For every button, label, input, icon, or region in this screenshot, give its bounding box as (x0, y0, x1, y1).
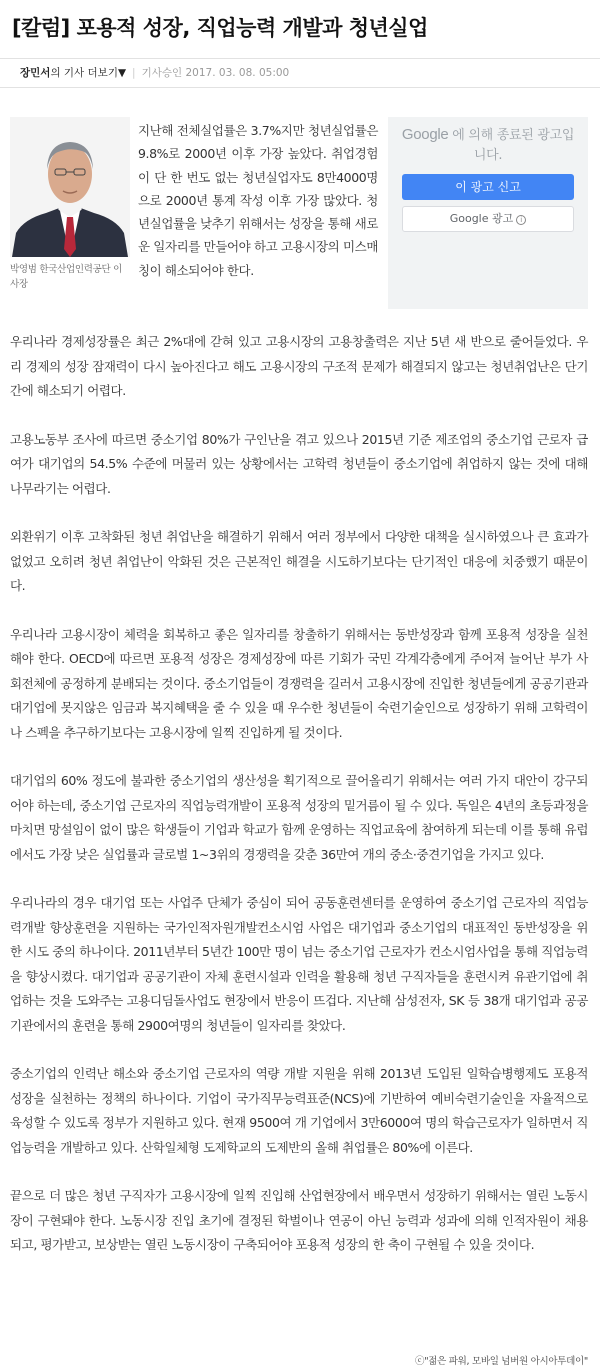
author-more-articles-link[interactable]: 의 기사 더보기▼ (50, 67, 127, 79)
ad-closed-text: 에 의해 종료된 광고입니다. (448, 128, 575, 163)
article-lead-paragraph: 지난해 전체실업률은 3.7%지만 청년실업률은 9.8%로 2000년 이후 가장 높았다. 취업경험이 단 한 번도 없는 청년실업자도 8만4000명으로 2000년 통계 작성 이후 가장 많았다. 청년실업률을 낮추기 위해서는 성장을 통해 새로운 일자리를 만들어야 하고 고용시장의 미스매칭이 해소되어야 한다. (138, 123, 378, 278)
byline-divider: | (132, 67, 136, 79)
google-ads-label: Google 광고 (449, 212, 514, 225)
byline (0, 58, 600, 88)
publish-date: 기사승인 2017. 03. 08. 05:00 (141, 67, 290, 79)
columnist-photo-block (10, 117, 130, 292)
article-paragraph: 우리나라 고용시장이 체력을 회복하고 좋은 일자리를 창출하기 위해서는 동반성장과 함께 포용적 성장을 실천해야 한다. OECD에 따르면 포용적 성장은 경제성장에 따른 기회가 국민 각계각층에게 주어져 늘어난 부가 사회전체에 공정하게 분배되는 것이다. 중소기업들이 경쟁력을 길러서 고용시장에 진입한 청년들에게 공공기관과 대기업에 못지않은 임금과 복지혜택을 줄 수 있을 때 우수한 청년들이 숙련기술인으로 성장하기 위해 고학력이나 스펙을 추구하기보다는 고용시장에 일찍 진입하게 될 것이다. (10, 626, 588, 740)
report-ad-button[interactable]: 이 광고 신고 (402, 174, 574, 200)
article-paragraph: 우리나라의 경우 대기업 또는 사업주 단체가 중심이 되어 공동훈련센터를 운영하여 중소기업 근로자의 직업능력개발 향상훈련을 지원하는 국가인적자원개발컨소시엄 사업은 대기업과 중소기업의 대표적인 동반성장을 위한 시도 중의 하나이다. 2011년부터 5년간 100만 명이 넘는 중소기업 근로자가 컨소시엄사업을 통해 직업능력을 향상시켰다. 대기업과 공공기관이 자체 훈련시설과 인력을 활용해 청년 구직자들을 훈련시켜 유관기업에 취업하는 것을 도와주는 고용디딤돌사업도 현장에서 반응이 뜨겁다. 지난해 삼성전자, SK 등 38개 대기업과 공공기관에서의 훈련을 통해 2900여명의 청년들이 일자리를 찾았다. (10, 895, 588, 1033)
photo-caption: 박영범 한국산업인력공단 이사장 (10, 264, 122, 290)
article-headline: [칼럼] 포용적 성장, 직업능력 개발과 청년실업 (12, 16, 428, 40)
ad-closed-panel (388, 117, 588, 309)
columnist-photo (10, 117, 130, 257)
article-body (10, 330, 588, 1282)
article-paragraph: 끝으로 더 많은 청년 구직자가 고용시장에 일찍 진입해 산업현장에서 배우면서 성장하기 위해서는 열린 노동시장이 구현돼야 한다. 노동시장 진입 초기에 결정된 학벌이나 연공이 아닌 능력과 성과에 의해 인적자원이 채용되고, 평가받고, 보상받는 열린 노동시장이 구축되어야 포용적 성장의 한 축이 구현될 수 있을 것이다. (10, 1188, 588, 1252)
google-ads-button[interactable] (402, 206, 574, 232)
article-paragraph: 대기업의 60% 정도에 불과한 중소기업의 생산성을 획기적으로 끌어올리기 위해서는 여러 가지 대안이 강구되어야 하는데, 중소기업 근로자의 직업능력개발이 포용적 성장의 밑거름이 될 수 있다. 독일은 4년의 초등과정을 마치면 망설임이 없이 많은 학생들이 기업과 학교가 함께 운영하는 직업교육에 참여하게 되는데 이를 통해 유럽에서도 가장 낮은 실업률과 글로벌 1~3위의 경쟁력을 갖춘 36만여 개의 중소·중견기업을 가지고 있다. (10, 773, 588, 862)
info-icon: i (516, 215, 526, 225)
columnist-portrait-image (10, 117, 130, 257)
article-paragraph: 고용노동부 조사에 따르면 중소기업 80%가 구인난을 겪고 있으나 2015년 기준 제조업의 중소기업 근로자 급여가 대기업의 54.5% 수준에 머물러 있는 상황에서는 고학력 청년들이 중소기업에 취업하지 않는 것에 대해 나무라기는 어렵다. (10, 431, 588, 496)
google-logo: Google (401, 126, 449, 143)
author-name[interactable]: 장민서 (20, 67, 51, 79)
copyright-footer: ⓒ"젊은 파워, 모바일 넘버원 아시아투데이" (415, 1356, 588, 1367)
article-paragraph: 외환위기 이후 고착화된 청년 취업난을 해결하기 위해서 여러 정부에서 다양한 대책을 실시하였으나 큰 효과가 없었고 오히려 청년 취업난이 악화된 것은 근본적인 해결을 시도하기보다는 단기적인 대응에 치중했기 때문이다. (10, 529, 588, 593)
article-paragraph: 중소기업의 인력난 해소와 중소기업 근로자의 역량 개발 지원을 위해 2013년 도입된 일학습병행제도 포용적 성장을 실천하는 정책의 하나이다. 기업이 국가직무능력표준(NCS)에 기반하여 예비숙련기술인을 자율적으로 육성할 수 있도록 정부가 지원하고 있다. 현재 9500여 개 기업에서 3만6000여 명의 학습근로자가 일하면서 직업능력을 개발하고 있다. 산학일체형 도제학교의 도제반의 올해 취업률은 80%에 이른다. (10, 1066, 588, 1155)
article-paragraph: 우리나라 경제성장률은 최근 2%대에 갇혀 있고 고용시장의 고용창출력은 지난 5년 새 반으로 줄어들었다. 우리 경제의 성장 잠재력이 다시 높아진다고 해도 고용시장의 구조적 문제가 해결되지 않고는 청년취업난은 단기간에 해소되기 어렵다. (10, 334, 588, 398)
ad-closed-message (400, 125, 576, 166)
